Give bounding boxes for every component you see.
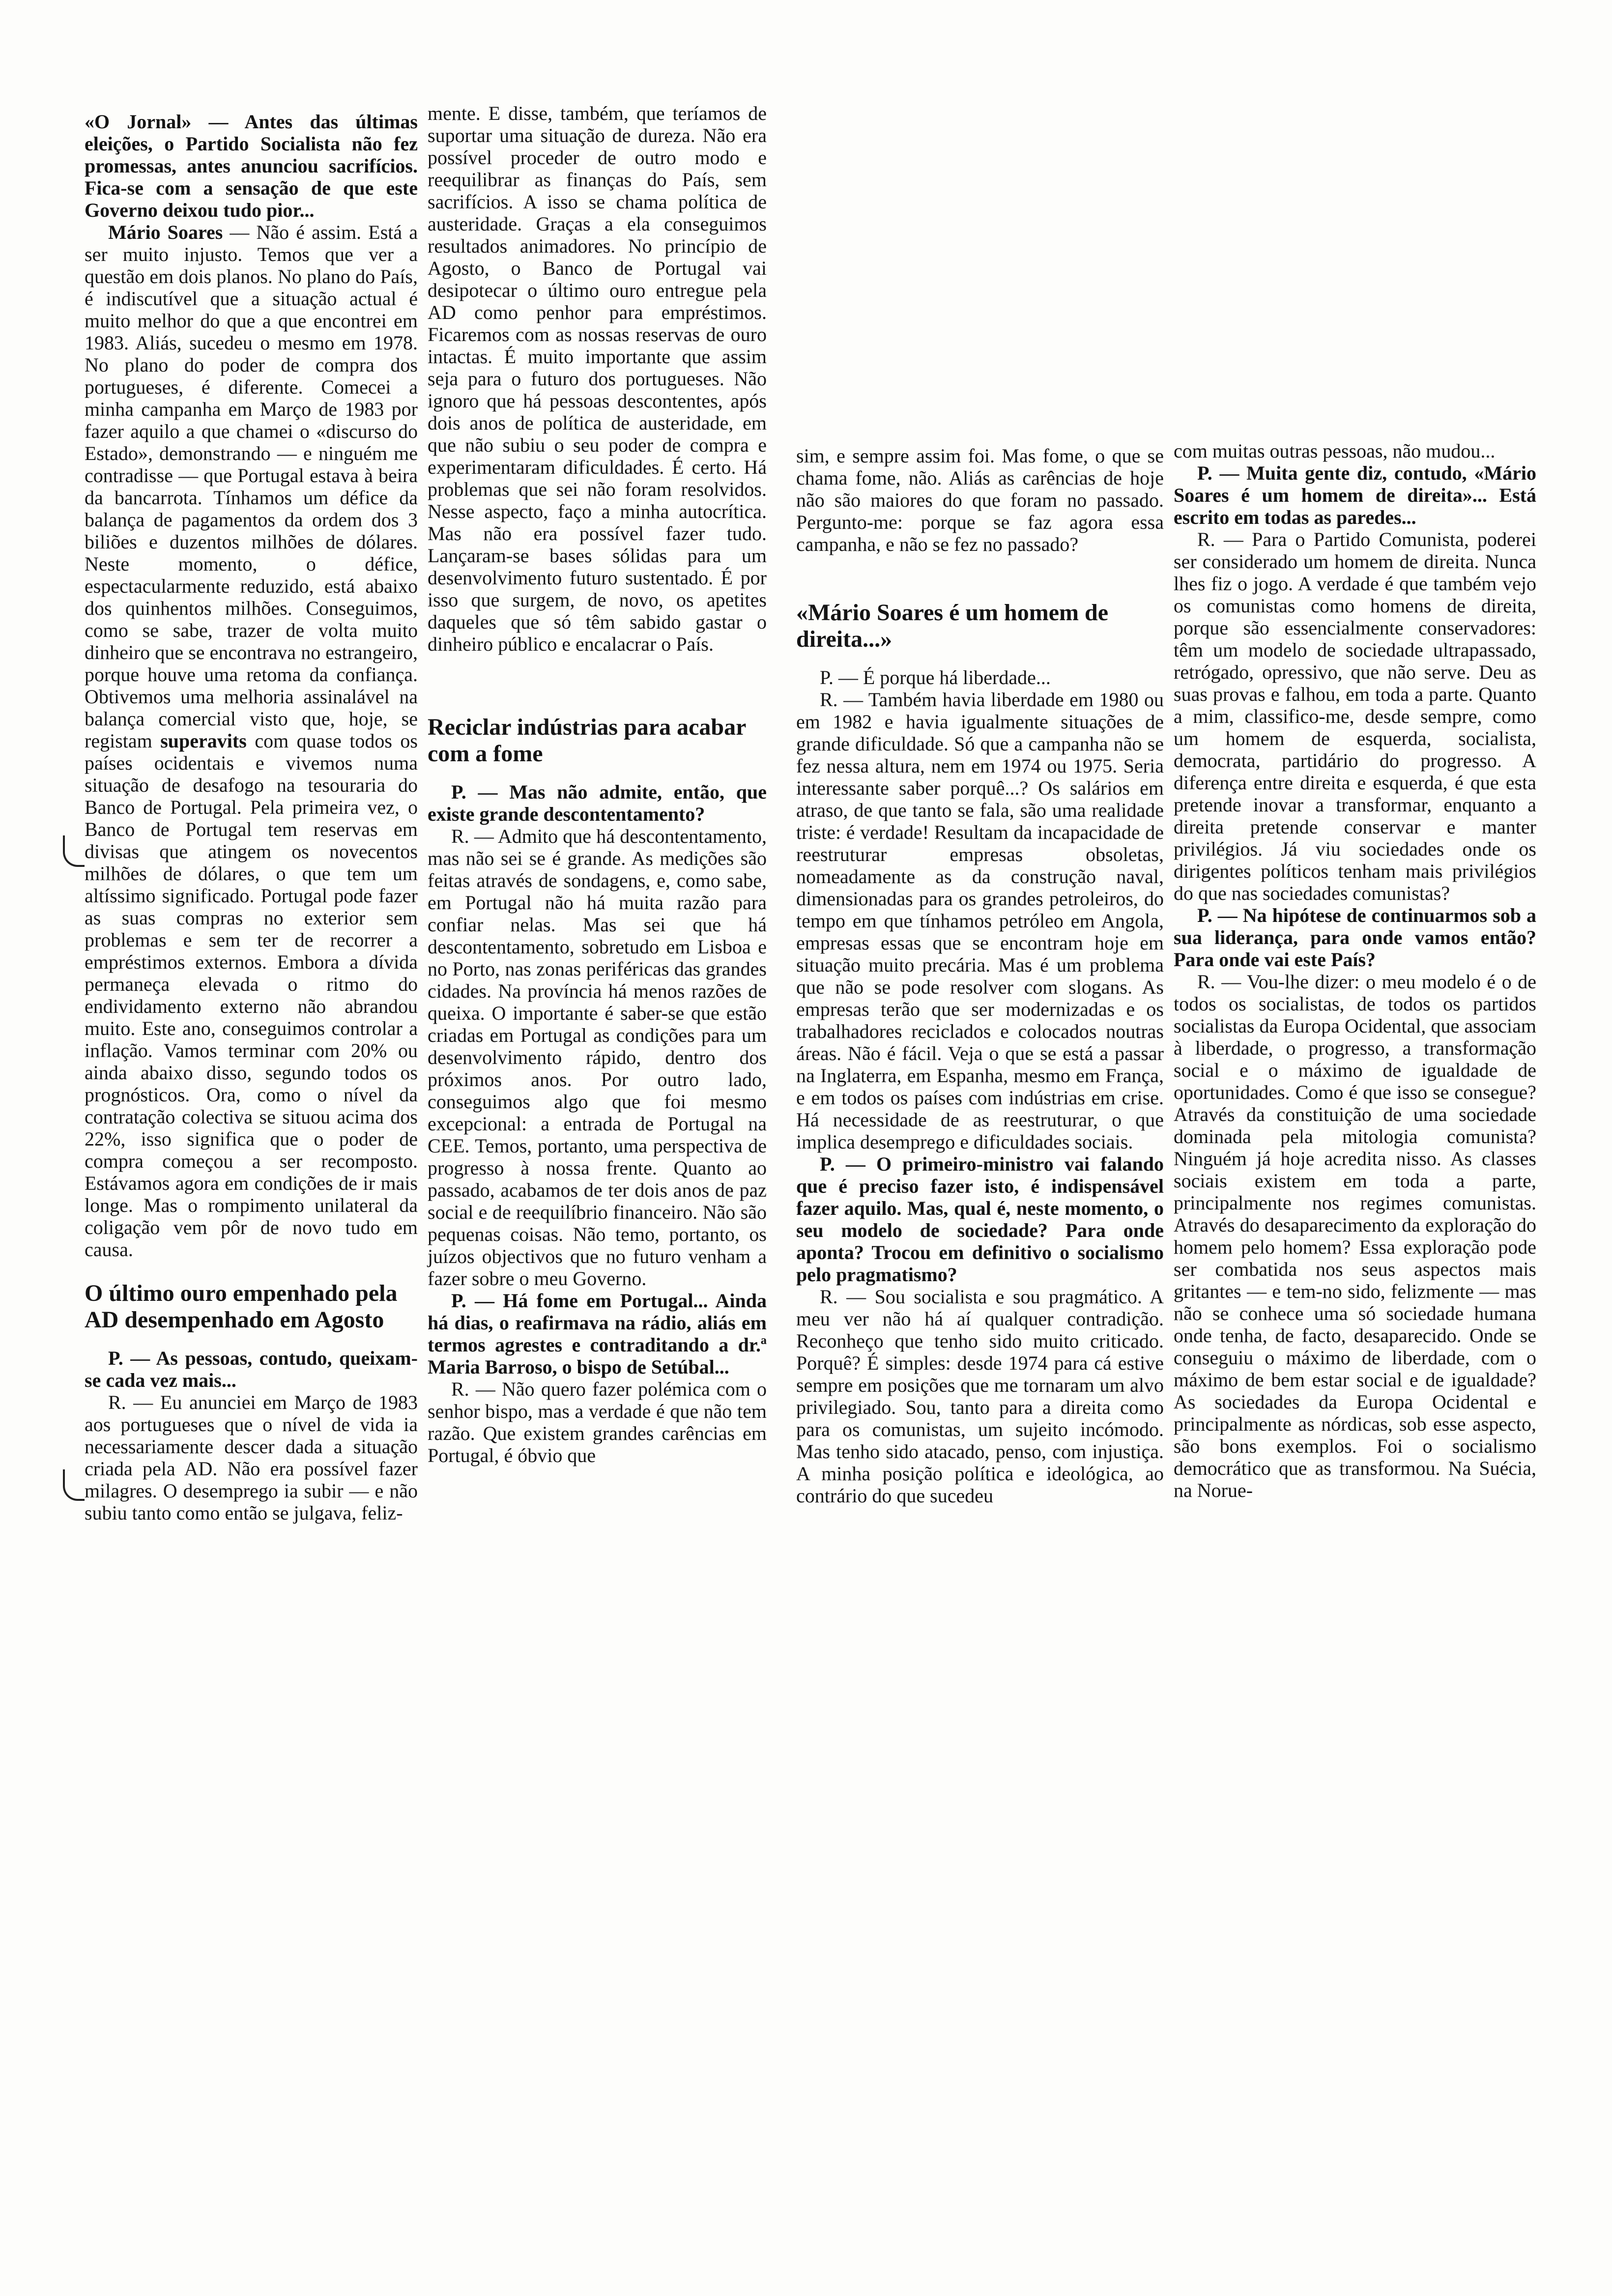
answer-paragraph: mente. E disse, também, que teríamos de suportar uma situação de dureza. Não era possível proceder de outro modo e reequilibrar as finanças do País, sem sacrifícios. A isso se chama política de austeridade. Graças a ela conseguimos resultados animadores. No princípio de Agosto, o Banco de Portugal vai desipotecar o último ouro entregue pela AD como penhor para empréstimos. Ficaremos com as nossas reservas de ouro intactas. É muito importante que assim seja para o futuro dos portugueses. Não ignoro que há pessoas descontentes, após dois anos de política de austeridade, em que não subiu o seu poder de compra e experimentaram dificuldades. É certo. Há problemas que sei não foram resolvidos. Nesse aspecto, faço a minha autocrítica. Mas não era possível fazer tudo. Lançaram-se bases sólidas para um desenvolvimento futuro sustentado. É por isso que surgem, de novo, os apetites daqueles que só têm sabido gastar o dinheiro público e encalacrar o País. xyxy=(428,102,767,655)
question-paragraph xyxy=(85,1347,418,1391)
column-2 xyxy=(428,102,767,1466)
answer-paragraph: sim, e sempre assim foi. Mas fome, o que se chama fome, não. Aliás as carências de hoje não são maiores do que foram no passado. Pergunto-me: porque se faz agora essa campanha, e não se fez no passado? xyxy=(796,445,1164,555)
answer-paragraph: R. — Eu anunciei em Março de 1983 aos portugueses que o nível de vida ia necessariamente descer dada a situação criada pela AD. Não era possível fazer milagres. O desemprego ia subir — e não subiu tanto como então se julgava, feliz- xyxy=(85,1391,418,1524)
column-4 xyxy=(1174,440,1536,1501)
section-heading: «Mário Soares é um homem de direita...» xyxy=(796,600,1109,652)
question-paragraph xyxy=(1174,462,1536,528)
question-paragraph xyxy=(428,781,767,825)
answer-text-continued: com quase todos os países ocidentais e vivemos numa situação de desafogo na tesouraria do Banco de Portugal. Pela primeira vez, o Banco de Portugal tem reservas em divisas que atingem os novecentos milhões de dólares, o que tem um altíssimo significado. Portugal pode fazer as suas compras no exterior sem problemas e sem ter de recorrer a empréstimos externos. Embora a dívida permaneça elevada o ritmo do endividamento externo não abrandou muito. Este ano, conseguimos controlar a inflação. Vamos terminar com 20% ou ainda abaixo disso, segundo todos os prognósticos. Ora, como o nível da contratação colectiva se situou acima dos 22%, isso significa que o poder de compra começou a ser recomposto. Estávamos agora em condições de ir mais longe. Mas o rompimento unilateral da coligação vem pôr de novo tudo em causa. xyxy=(85,730,418,1261)
emphasis-word: superavits xyxy=(160,730,247,752)
column-3 xyxy=(796,445,1164,1507)
question-text: P. — Muita gente diz, contudo, «Mário Soares é um homem de direita»... Está escrito em todas as paredes... xyxy=(1174,462,1536,528)
answer-paragraph xyxy=(85,221,418,1261)
pen-margin-mark xyxy=(63,835,85,867)
answer-paragraph: R. — Admito que há descontentamento, mas não sei se é grande. As medições são feitas através de sondagens, e, como sabe, em Portugal não há muita razão para confiar nelas. Mas sei que há descontentamento, sobretudo em Lisboa e no Porto, nas zonas periféricas das grandes cidades. Na província há menos razões de queixa. O importante é saber-se que estão criadas em Portugal as condições para um desenvolvimento rápido, dentro dos próximos anos. Por outro lado, conseguimos algo que foi mesmo excepcional: a entrada de Portugal na CEE. Temos, portanto, uma perspectiva de progresso à nossa frente. Quanto ao passado, acabamos de ter dois anos de paz social e de reequilíbrio financeiro. Não são pequenas coisas. Não temo, portanto, os juízos objectivos que no futuro venham a fazer sobre o meu Governo. xyxy=(428,825,767,1290)
column-1 xyxy=(85,111,418,1524)
question-paragraph: P. — É porque há liberdade... xyxy=(820,666,1051,689)
answer-text: — Não é assim. Está a ser muito injusto. Temos que ver a questão em dois planos. No plano do País, é indiscutível que a situação actual é muito melhor do que a que encontrei em 1983. Aliás, sucedeu o mesmo em 1978. No plano do poder de compra dos portugueses, é diferente. Comecei a minha campanha em Março de 1983 por fazer aquilo a que chamei o «discurso do Estado», demonstrando — e ninguém me contradisse — que Portugal estava à beira da bancarrota. Tínhamos um défice da balança de pagamentos da ordem dos 3 biliões e duzentos milhões de dólares. Neste momento, o défice, espectacularmente reduzido, está abaixo dos quinhentos milhões. Conseguimos, como se sabe, trazer de volta muito dinheiro que se encontrava no estrangeiro, porque houve uma retoma da confiança. Obtivemos uma melhoria assinalável na balança comercial visto que, hoje, se registam xyxy=(85,221,418,752)
speaker-name: Mário Soares xyxy=(108,221,223,243)
answer-paragraph: R. — Vou-lhe dizer: o meu modelo é o de todos os socialistas, de todos os partidos socialistas da Europa Ocidental, que associam à liberdade, o progresso, a transformação social e o máximo de igualdade de oportunidades. Como é que isso se consegue? Através da constituição de uma sociedade dominada pela mitologia comunista? Ninguém já hoje acredita nisso. As classes sociais existem em toda a parte, principalmente nos regimes comunistas. Através do desaparecimento da exploração do homem pelo homem? Essa exploração pode ser combatida nos seus aspectos mais gritantes — e tem-no sido, felizmente — mas não se conhece uma só sociedade humana onde tenha, de facto, desaparecido. Onde se conseguiu o máximo de liberdade, com o máximo de bem estar social e de igualdade? As sociedades da Europa Ocidental e principalmente as nórdicas, sob esse aspecto, são bons exemplos. Foi o socialismo democrático que as transformou. Na Suécia, na Norue- xyxy=(1174,971,1536,1501)
question-paragraph xyxy=(796,1153,1164,1286)
answer-paragraph: R. — Também havia liberdade em 1980 ou em 1982 e havia igualmente situações de grande dificuldade. Só que a campanha não se fez nessa altura, nem em 1974 ou 1975. Seria interessante saber porquê...? Os salários em atraso, de que tanto se fala, são uma realidade triste: é verdade! Resultam da incapacidade de reestruturar empresas obsoletas, nomeadamente as da construção naval, dimensionadas para os grandes petroleiros, do tempo em que tínhamos petróleo em Angola, empresas essas que se encontram hoje em situação muito precária. Mas é um problema que não se pode resolver com slogans. As empresas terão que ser modernizadas e os trabalhadores reciclados e colocados noutras áreas. Não é fácil. Veja o que se está a passar na Inglaterra, em Espanha, mesmo em França, e em todos os países com indústrias em crise. Há necessidade de as reestruturar, o que implica desemprego e dificuldades sociais. xyxy=(796,689,1164,1153)
question-text: P. — As pessoas, contudo, queixam-se cada vez mais... xyxy=(85,1347,418,1391)
question-text: P. — O primeiro-ministro vai falando que é preciso fazer isto, é indispensável fazer aquilo. Mas, qual é, neste momento, o seu modelo de sociedade? Para onde aponta? Trocou em definitivo o socialismo pelo pragmatismo? xyxy=(796,1153,1164,1286)
question-paragraph xyxy=(428,1290,767,1378)
question-text: P. — Na hipótese de continuarmos sob a sua liderança, para onde vamos então? Para onde vai este País? xyxy=(1174,904,1536,971)
question-paragraph xyxy=(1174,904,1536,971)
answer-paragraph: com muitas outras pessoas, não mudou... xyxy=(1174,440,1496,462)
section-heading: O último ouro empenhado pela AD desempenhado em Agosto xyxy=(85,1280,398,1333)
pen-margin-mark xyxy=(63,1469,85,1501)
question-text: P. — Há fome em Portugal... Ainda há dias, o reafirmava na rádio, aliás em termos agrestes e contraditando a dr.ª Maria Barroso, o bispo de Setúbal... xyxy=(428,1290,767,1378)
answer-paragraph: R. — Não quero fazer polémica com o senhor bispo, mas a verdade é que não tem razão. Que existem grandes carências em Portugal, é óbvio que xyxy=(428,1378,767,1466)
question-text: P. — Mas não admite, então, que existe grande descontentamento? xyxy=(428,781,767,825)
question-text: «O Jornal» — Antes das últimas eleições, o Partido Socialista não fez promessas, antes anunciou sacrifícios. Fica-se com a sensação de que este Governo deixou tudo pior... xyxy=(85,111,418,221)
section-heading: Reciclar indústrias para acabar com a fome xyxy=(428,714,746,767)
question-paragraph xyxy=(85,111,418,221)
answer-paragraph: R. — Sou socialista e sou pragmático. A meu ver não há aí qualquer contradição. Reconheço que tenho sido muito criticado. Porquê? É simples: desde 1974 para cá estive sempre em posições que me tornaram um alvo privilegiado. Sou, tanto para a direita como para os comunistas, um sujeito incómodo. Mas tenho sido atacado, penso, com injustiça. A minha posição política e ideológica, ao contrário do que sucedeu xyxy=(796,1286,1164,1507)
answer-paragraph: R. — Para o Partido Comunista, poderei ser considerado um homem de direita. Nunca lhes fiz o jogo. A verdade é que também vejo os comunistas como homens de direita, porque são essencialmente conservadores: têm um modelo de sociedade ultrapassado, retrógado, opressivo, que não serve. Deu as suas provas e falhou, em toda a parte. Quanto a mim, classifico-me, desde sempre, como um homem de esquerda, socialista, democrata, partidário do progresso. A diferença entre direita e esquerda, é que esta pretende inovar a transformar, enquanto a direita pretende conservar e manter privilégios. Já viu sociedades onde os dirigentes políticos tenham mais privilégios do que nas sociedades comunistas? xyxy=(1174,528,1536,904)
